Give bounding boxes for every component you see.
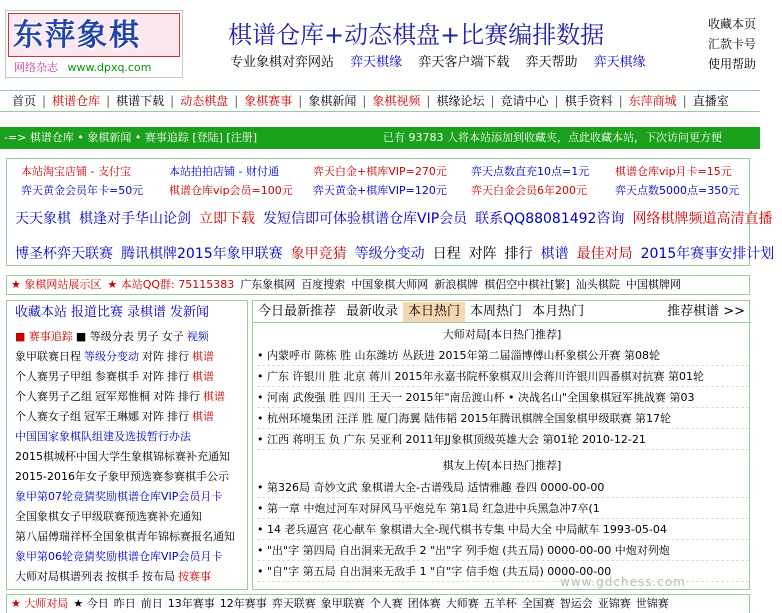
right-panel-tabs [253, 301, 751, 323]
game-record-link[interactable]: • 内蒙呼市 陈栋 胜 山东潍坊 丛跃进 2015年第二届淄博傅山杯象棋公开赛 第08轮 [257, 345, 749, 366]
bottom-link[interactable]: 象甲联赛 [320, 597, 365, 610]
promo-link[interactable]: 棋谱仓库vip月卡=15元 [615, 165, 732, 178]
logo-subtitle [8, 59, 180, 76]
nav-item[interactable]: 动态棋盘 [180, 94, 229, 108]
bottom-link[interactable]: 12年赛事 [219, 597, 267, 610]
showcase-link[interactable]: 汕头棋院 [575, 278, 620, 291]
promo-headline-link[interactable]: 排行 [504, 246, 533, 262]
left-list-row [15, 447, 251, 467]
left-list-link[interactable]: 排行 [167, 410, 189, 423]
nav-separator: | [618, 94, 623, 108]
game-record-link[interactable]: • 广东 许银川 胜 北京 蒋川 2015年永嘉书院杯象棋双川会蒋川许银川四番棋对抗赛 第01轮 [257, 366, 749, 387]
right-tab[interactable]: 最新收录 [346, 303, 399, 319]
left-list-link[interactable]: 个人赛女子组 [15, 410, 81, 423]
left-list-row [15, 367, 251, 387]
game-record-link[interactable]: • 14 老兵逼宫 花心献车 象棋谱大全-现代棋书专集 中局大全 中局献车 1993-05-04 [257, 519, 749, 540]
left-list-link[interactable]: 中国国家象棋队组建及选拔暂行办法 [15, 430, 191, 443]
nav-item[interactable]: 东萍商城 [628, 94, 677, 108]
promo-headline-link[interactable]: 腾讯棋牌2015年象甲联赛 [121, 246, 283, 262]
left-list-link[interactable]: 按布局 [142, 570, 175, 583]
nav-separator: | [490, 94, 495, 108]
showcase-link[interactable]: 中国象棋大师网 [351, 278, 429, 291]
recommend-more-link[interactable]: 推荐棋谱 >> [667, 304, 745, 319]
promo-link[interactable]: 弈天黄金会员年卡=50元 [21, 184, 144, 197]
left-list-row [15, 567, 251, 587]
subline-link-help[interactable]: 弈天帮助 [525, 55, 578, 70]
promo-box [6, 158, 775, 266]
nav-separator: | [42, 94, 47, 108]
showcase-label: ★ 本站QQ群: 75115383 [107, 278, 235, 291]
showcase-link[interactable]: 棋侣空中棋社[繁] [484, 278, 570, 291]
bottom-bar [6, 594, 750, 613]
bottom-link[interactable]: 亚锦赛 [597, 597, 631, 610]
left-list-link[interactable]: ■ 等级分表 [75, 330, 134, 343]
promo-headline-row-1 [15, 209, 780, 229]
bottom-link[interactable]: 大师赛 [445, 597, 479, 610]
promo-headline-link[interactable]: 发短信即可体验棋谱仓库VIP会员 [263, 211, 468, 227]
left-list-link[interactable]: 对阵 [142, 370, 164, 383]
promo-headline-link[interactable]: 天天象棋 [15, 211, 71, 227]
left-list-link[interactable]: 等级分变动 [84, 350, 139, 363]
left-list-link[interactable]: 全国象棋女子甲级联赛预选赛补充通知 [15, 510, 202, 523]
promo-link[interactable]: 本站淘宝店铺 - 支付宝 [21, 165, 131, 178]
left-list-link[interactable]: 2015棋城杯中国大学生象棋锦标赛补充通知 [15, 450, 230, 463]
left-list-link[interactable]: 冠军郑惟桐 [95, 390, 150, 403]
subline-link-yitian-2[interactable]: 弈天棋缘 [593, 55, 646, 70]
left-list-row [15, 527, 251, 547]
showcase-link[interactable]: 百度搜索 [301, 278, 346, 291]
left-list-link[interactable]: 象甲联赛日程 [15, 350, 81, 363]
promo-link[interactable]: 弈天黄金+棋库VIP=120元 [313, 184, 447, 197]
logo-subtitle-url: www.dpxq.com [67, 61, 152, 74]
bank-account-link[interactable]: 汇款卡号 [708, 37, 757, 51]
left-list-link[interactable]: 按棋手 [106, 570, 139, 583]
bottom-link[interactable]: 前日 [140, 597, 163, 610]
bottom-link[interactable]: 13年赛事 [167, 597, 215, 610]
promo-headline-link[interactable]: 日程 [432, 246, 461, 262]
nav-separator: | [298, 94, 303, 108]
nav-separator: | [682, 94, 687, 108]
promo-headline-link[interactable]: 对阵 [468, 246, 497, 262]
subline-link-yitian[interactable]: 弈天棋缘 [350, 55, 403, 70]
nav-item[interactable]: 棋手资料 [564, 94, 613, 108]
promo-link[interactable]: 棋谱仓库vip会员=100元 [169, 184, 293, 197]
master-games-list [257, 345, 749, 450]
bottom-link[interactable]: 团体赛 [407, 597, 441, 610]
left-list-row [15, 387, 251, 407]
game-record-link[interactable]: • 第一章 中炮过河车对屏风马平炮兑车 第1局 红急进中兵黑急冲7卒(1 [257, 498, 749, 519]
left-list-link[interactable]: 象甲第06轮竞猜奖励棋谱仓库VIP会员月卡 [15, 550, 223, 563]
promo-headline-link[interactable]: 2015年赛事安排计划 [640, 246, 775, 262]
bottom-link[interactable]: 世锦赛 [635, 597, 669, 610]
showcase-link[interactable]: 中国棋牌网 [625, 278, 681, 291]
left-list-link[interactable]: 冠军王琳娜 [84, 410, 139, 423]
nav-item[interactable]: 象棋新闻 [308, 94, 357, 108]
right-tab[interactable]: 本月热门 [532, 303, 585, 319]
nav-separator: | [106, 94, 111, 108]
left-list-link[interactable]: 个人赛男子乙组 [15, 390, 92, 403]
bottom-link[interactable]: 五羊杯 [483, 597, 517, 610]
left-list-link[interactable]: 象甲第07轮竞猜奖励棋谱仓库VIP会员月卡 [15, 490, 223, 503]
game-record-link[interactable]: • "出"字 第四局 自出洞来无敌手 2 "出"字 列手炮 (共五局) 0000-00-00 中炮对列炮 [257, 540, 749, 561]
left-tab[interactable]: 报道比赛 [71, 305, 124, 320]
nav-separator: | [170, 94, 175, 108]
promo-headline-link[interactable]: 博圣杯弈天联赛 [15, 246, 113, 262]
left-panel [6, 300, 248, 590]
info-bar [0, 127, 760, 149]
showcase-link[interactable]: 新浪棋牌 [434, 278, 479, 291]
nav-item[interactable]: 象棋赛事 [244, 94, 293, 108]
promo-headline-link[interactable]: 联系QQ88081492咨询 [475, 211, 625, 227]
nav-item[interactable]: 直播室 [692, 94, 729, 108]
nav-item[interactable]: 首页 [12, 94, 37, 108]
logo-subtitle-magazine: 网络杂志 [14, 61, 58, 74]
left-list-row [15, 547, 251, 567]
left-panel-list [15, 327, 251, 587]
left-list-link[interactable]: 男子 [136, 330, 159, 343]
header [0, 0, 760, 88]
main-navbar [0, 90, 760, 112]
left-list-link[interactable]: 女子 [161, 330, 184, 343]
left-tab[interactable]: 录棋谱 [127, 305, 167, 320]
promo-link[interactable]: 弈天点数5000点=350元 [615, 184, 740, 197]
logo-title: 东萍象棋 [13, 18, 141, 53]
site-logo[interactable] [5, 10, 183, 78]
left-list-link[interactable]: 对阵 [153, 390, 175, 403]
left-list-link[interactable]: 大师对局棋谱列表 [15, 570, 103, 583]
left-list-row [15, 487, 251, 507]
bottom-label: ★ 大师对局 [11, 597, 69, 610]
left-list-row [15, 327, 251, 347]
game-record-link[interactable]: • 第326局 奇妙文武 象棋谱大全-古谱残局 适情雅趣 卷四 0000-00-00 [257, 477, 749, 498]
left-panel-tabs [15, 304, 213, 322]
left-list-link[interactable]: 棋谱 [192, 370, 214, 383]
bookmark-count-text[interactable]: 已有 93783 人将本站添加到收藏夹，点此收藏本站，下次访问更方便 [383, 131, 722, 144]
promo-headline-link[interactable]: 立即下载 [199, 211, 255, 227]
left-list-row [15, 507, 251, 527]
promo-headline-link[interactable]: 棋逢对手华山论剑 [79, 211, 191, 227]
right-panel [252, 300, 750, 590]
nav-separator: | [426, 94, 431, 108]
subline-text: 专业象棋对弈网站 [230, 55, 335, 70]
left-list-link[interactable]: 参赛棋手 [95, 370, 139, 383]
breadcrumb-links[interactable]: -=> 棋谱仓库 • 象棋新闻 • 赛事追踪 [登陆] [注册] [4, 131, 258, 144]
nav-item[interactable]: 竞请中心 [500, 94, 549, 108]
left-list-link[interactable]: 棋谱 [192, 410, 214, 423]
showcase-bar [6, 275, 750, 295]
watermark-text: www.gdchess.com [560, 575, 686, 589]
right-tab[interactable]: 本日热门 [403, 302, 465, 322]
nav-item[interactable]: 棋谱下载 [116, 94, 165, 108]
logo-banner [8, 13, 180, 57]
promo-headline-link[interactable]: 象甲竞猜 [290, 246, 347, 262]
usage-help-link[interactable]: 使用帮助 [708, 57, 757, 71]
left-tab[interactable]: 发新闻 [170, 305, 210, 320]
promo-headline-link[interactable]: 网络棋牌频道高清直播 [632, 211, 773, 227]
promo-headline-row-2 [15, 244, 782, 264]
nav-separator: | [234, 94, 239, 108]
nav-separator: | [362, 94, 367, 108]
promo-headline-link[interactable]: 最佳对局 [576, 246, 633, 262]
right-tab[interactable]: 今日最新推荐 [258, 303, 337, 319]
site-slogan: 棋谱仓库+动态棋盘+比赛编排数据 [228, 21, 605, 49]
left-list-link[interactable]: 排行 [178, 390, 200, 403]
promo-link[interactable]: 本站拍拍店铺 - 财付通 [169, 165, 279, 178]
left-list-row [15, 467, 251, 487]
game-record-link[interactable]: • 江西 蒋明玉 负 广东 吴亚利 2011年JJ象棋顶级英雄大会 第01轮 2010-12-21 [257, 429, 749, 450]
header-subline [230, 54, 658, 72]
subline-link-download[interactable]: 弈天客户端下载 [418, 55, 510, 70]
left-list-row [15, 407, 251, 427]
left-list-link[interactable]: 排行 [167, 370, 189, 383]
left-list-link[interactable]: 第八届傅瑞祥杯全国象棋青年锦标赛报名通知 [15, 530, 235, 543]
showcase-link[interactable]: 广东象棋网 [240, 278, 296, 291]
bottom-link[interactable]: 智运会 [559, 597, 593, 610]
left-tab[interactable]: 收藏本站 [15, 305, 68, 320]
promo-link[interactable]: 弈天白金会员6年200元 [471, 184, 587, 197]
nav-item[interactable]: 象棋视频 [372, 94, 421, 108]
bottom-link[interactable]: ★ 今日 [73, 597, 109, 610]
nav-item[interactable]: 棋谱仓库 [52, 94, 101, 108]
bookmark-link[interactable]: 收藏本页 [708, 17, 757, 31]
game-record-link[interactable]: • 河南 武俊强 胜 四川 王天一 2015年"南岳渡山杯 • 决战名山"全国象棋冠军挑战赛 第03 [257, 387, 749, 408]
nav-item[interactable]: 棋缘论坛 [436, 94, 485, 108]
left-list-link[interactable]: ■ 赛事追踪 [15, 330, 73, 343]
bottom-link[interactable]: 弈天联赛 [271, 597, 316, 610]
left-list-link[interactable]: 个人赛男子甲组 [15, 370, 92, 383]
section-title-master-games: 大师对局[本日热门推荐] [442, 328, 562, 341]
showcase-label: ★ 象棋网站展示区 [11, 278, 102, 291]
left-list-link[interactable]: 视频 [186, 330, 209, 343]
user-uploads-list [257, 477, 749, 582]
bottom-link[interactable]: 个人赛 [369, 597, 403, 610]
left-list-row [15, 427, 251, 447]
side-links [708, 14, 756, 74]
left-list-link[interactable]: 棋谱 [192, 350, 214, 363]
left-list-link[interactable]: 对阵 [142, 350, 164, 363]
left-list-link[interactable]: 排行 [167, 350, 189, 363]
game-record-link[interactable]: • 杭州环境集团 汪洋 胜 厦门海翼 陆伟韬 2015年腾讯棋牌全国象棋甲级联赛 第17轮 [257, 408, 749, 429]
nav-separator: | [554, 94, 559, 108]
promo-headline-link[interactable]: 等级分变动 [354, 246, 425, 262]
left-list-link[interactable]: 按赛事 [178, 570, 211, 583]
left-list-link[interactable]: 2015-2016年女子象甲预选赛参赛棋手公示 [15, 470, 229, 483]
promo-link[interactable]: 弈天白金+棋库VIP=270元 [313, 165, 447, 178]
section-title-user-uploads: 棋友上传[本日热门推荐] [442, 459, 562, 472]
game-record-link[interactable]: • "自"字 第五局 自出洞来无敌手 1 "自"字 信手炮 (共五局) 0000-00-00 [257, 561, 749, 582]
bottom-link[interactable]: 全国赛 [521, 597, 555, 610]
promo-headline-link[interactable]: 棋谱 [540, 246, 569, 262]
right-tab[interactable]: 本周热门 [470, 303, 523, 319]
left-list-row [15, 347, 251, 367]
left-list-link[interactable]: 对阵 [142, 410, 164, 423]
bottom-link[interactable]: 昨日 [113, 597, 136, 610]
left-list-link[interactable]: 棋谱 [203, 390, 225, 403]
promo-link[interactable]: 弈天点数直充10点=1元 [471, 165, 590, 178]
